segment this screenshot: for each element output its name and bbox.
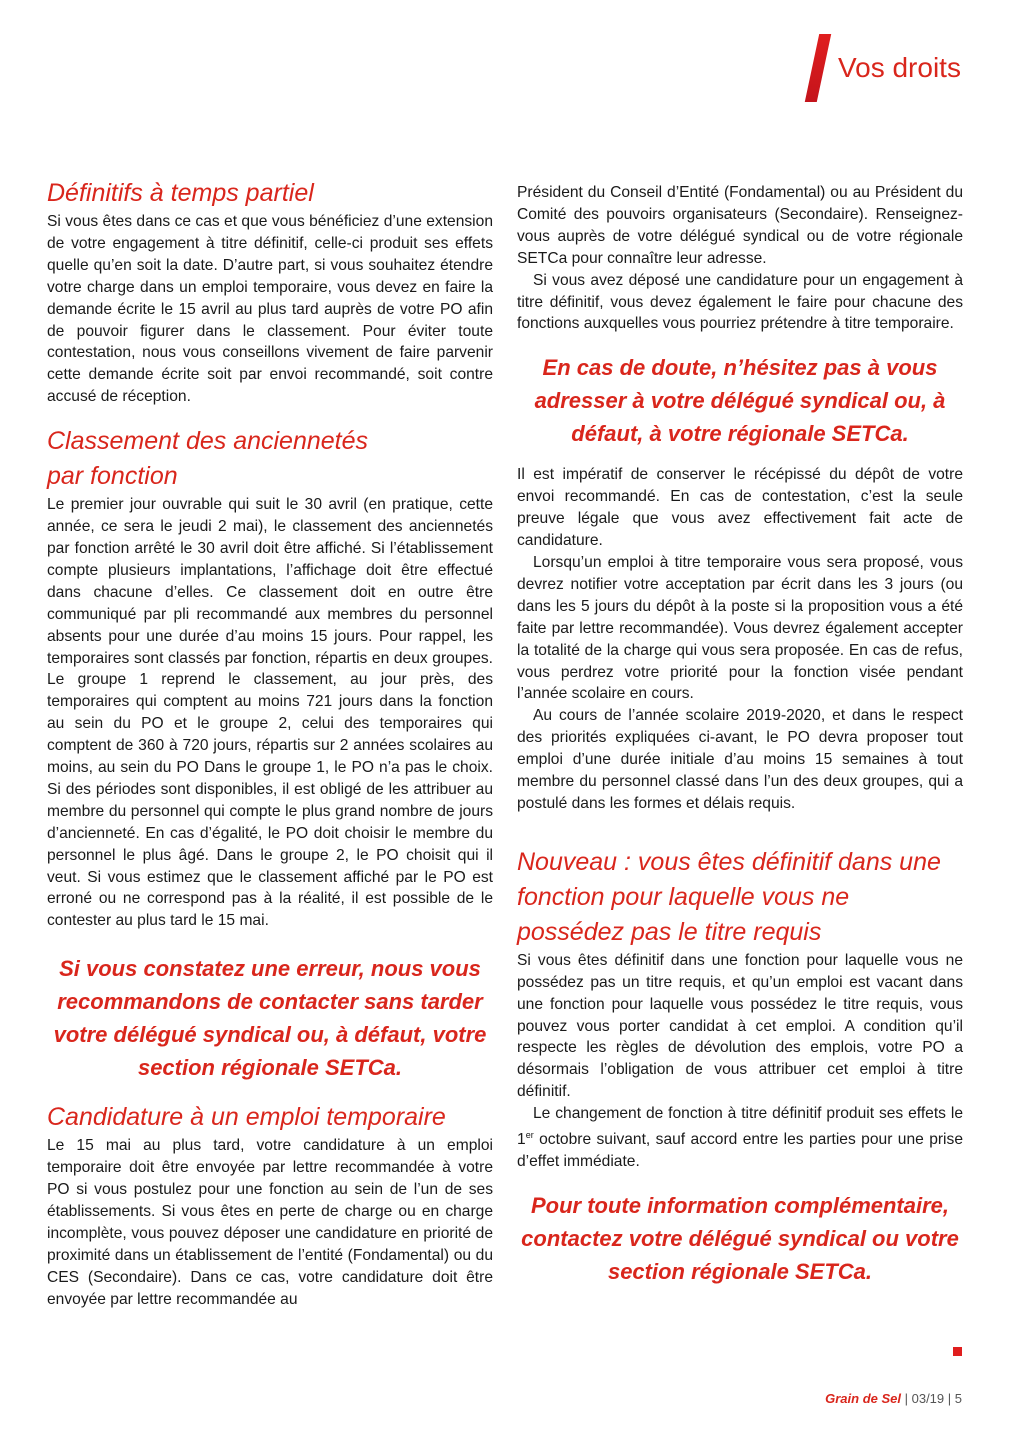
superscript: er (525, 1130, 534, 1141)
heading-classement: Classement des anciennetés par fonction (47, 427, 369, 491)
paragraph: Si vous êtes définitif dans une fonction pour laquelle vous ne possédez pas un titre requis, et qu’un emploi est vacant dans une fonction pour laquelle vous possédez le titre requis, vous pouvez vous porter candidat à cet emploi. A condition qu’il respecte les règles de dévolution des emplois, votre PO a désormais l’obligation de vous attribuer cet emploi à titre définitif. (517, 951, 963, 1101)
text: Le changement de fonction à titre définitif produit ses effets le 1 (517, 1105, 963, 1149)
section-title: Vos droits (838, 52, 961, 83)
issue-number: 03/19 (911, 1391, 945, 1406)
slash-decoration-icon (805, 34, 831, 102)
left-column (47, 176, 493, 1311)
heading-candidature: Candidature à un emploi temporaire (47, 1103, 446, 1132)
callout-information: Pour toute information complémentaire, contactez votre délégué syndical ou votre section régionale SETCa. (521, 1193, 959, 1285)
right-column (517, 182, 963, 1288)
page-number: 5 (954, 1391, 962, 1406)
separator: | (901, 1391, 912, 1406)
heading-nouveau: Nouveau : vous êtes définitif dans une fonction pour laquelle vous ne possédez pas le titre requis (517, 847, 941, 946)
text: octobre suivant, sauf accord entre les parties pour une prise d’effet immédiate. (517, 1131, 963, 1171)
publication-name: Grain de Sel (825, 1391, 901, 1406)
paragraph (517, 1103, 963, 1173)
callout-erreur: Si vous constatez une erreur, nous vous recommandons de contacter sans tarder votre délégué syndical ou, à défaut, votre section régionale SETCa. (53, 956, 487, 1081)
paragraph: Il est impératif de conserver le récépissé du dépôt de votre envoi recommandé. En cas de contestation, c’est la seule preuve légale que vous avez effectivement fait acte de candidature. (517, 466, 963, 550)
section-header (812, 34, 982, 104)
paragraph: Au cours de l’année scolaire 2019-2020, et dans le respect des priorités expliquées ci-avant, le PO devra proposer tout emploi d’une durée initiale d’au moins 15 semaines à tout membre du personnel classé dans l’un des deux groupes, qui a postulé dans les formes et délais requis. (517, 707, 963, 812)
separator: | (944, 1391, 955, 1406)
paragraph: Le premier jour ouvrable qui suit le 30 avril (en pratique, cette année, ce sera le jeudi 2 mai), le classement des anciennetés par fonction arrêté le 30 avril doit être affiché. Si l’établissement compte plusieurs implantations, l’affichage doit être effectué dans chacune d’elles. Ce classement doit en outre être communiqué par pli recommandé aux membres du personnel absents pour une durée d’au moins 15 jours. Pour rappel, les temporaires sont classés par fonction, répartis en deux groupes. Le groupe 1 reprend le classement, au jour près, des temporaires qui comptent au moins 721 jours dans la fonction au sein du PO et le groupe 2, celui des temporaires qui comptent de 360 à 720 jours, répartis sur 2 années scolaires au moins, au sein du PO Dans le groupe 1, le PO n’a pas le choix. Si des périodes sont disponibles, il est obligé de les attribuer au membre du personnel qui compte le plus grand nombre de jours d’ancienneté. En cas d’égalité, le PO doit choisir le membre du personnel le plus âgé. Dans le groupe 2, le PO choisit qui il veut. Si vous estimez que le classement affiché par le PO est erroné ou ne correspond pas à la réalité, il est possible de le contester au plus tard le 15 mai. (47, 496, 493, 930)
heading-definitifs: Définitifs à temps partiel (47, 179, 314, 207)
paragraph: Lorsqu’un emploi à titre temporaire vous sera proposé, vous devrez notifier votre acceptation par écrit dans les 3 jours (ou dans les 5 jours du dépôt à la poste si la proposition vous a été faite par lettre recommandée). Vous devrez également accepter la totalité de la charge qui vous sera proposée. En cas de refus, vous perdrez votre priorité pour la fonction visée pendant l’année scolaire en cours. (517, 553, 963, 703)
callout-doute: En cas de doute, n’hésitez pas à vous adresser à votre délégué syndical ou, à défaut, à votre régionale SETCa. (534, 355, 946, 447)
page-footer (825, 1391, 962, 1406)
end-mark-icon (953, 1347, 962, 1356)
paragraph: Si vous êtes dans ce cas et que vous bénéficiez d’une extension de votre engagement à titre définitif, celle-ci produit ses effets quelle qu’en soit la date. D’autre part, si vous souhaitez étendre votre charge dans un emploi temporaire, vous devez en faire la demande écrite le 15 avril au plus tard auprès de votre PO afin de pouvoir figurer dans le classement. Pour éviter toute contestation, nous vous conseillons vivement de faire parvenir cette demande écrite soit par envoi recommandé, soit contre accusé de réception. (47, 213, 493, 406)
paragraph: Si vous avez déposé une candidature pour un engagement à titre définitif, vous devez également le faire pour chacune des fonctions auxquelles vous pourriez prétendre à titre temporaire. (517, 271, 963, 333)
paragraph: Président du Conseil d’Entité (Fondamental) ou au Président du Comité des pouvoirs organisateurs (Secondaire). Renseignez-vous auprès de votre délégué syndical ou de votre régionale SETCa pour connaître leur adresse. (517, 184, 963, 267)
paragraph: Le 15 mai au plus tard, votre candidature à un emploi temporaire doit être envoyée par lettre recommandée à votre PO si vous postulez pour une fonction au sein de l’un de ses établissements. Si vous êtes en perte de charge ou en charge incomplète, vous pouvez déposer une candidature en priorité de proximité dans un établissement de l’entité (Fondamental) ou du CES (Secondaire). Dans ce cas, votre candidature doit être envoyée par lettre recommandée au (47, 1137, 493, 1308)
